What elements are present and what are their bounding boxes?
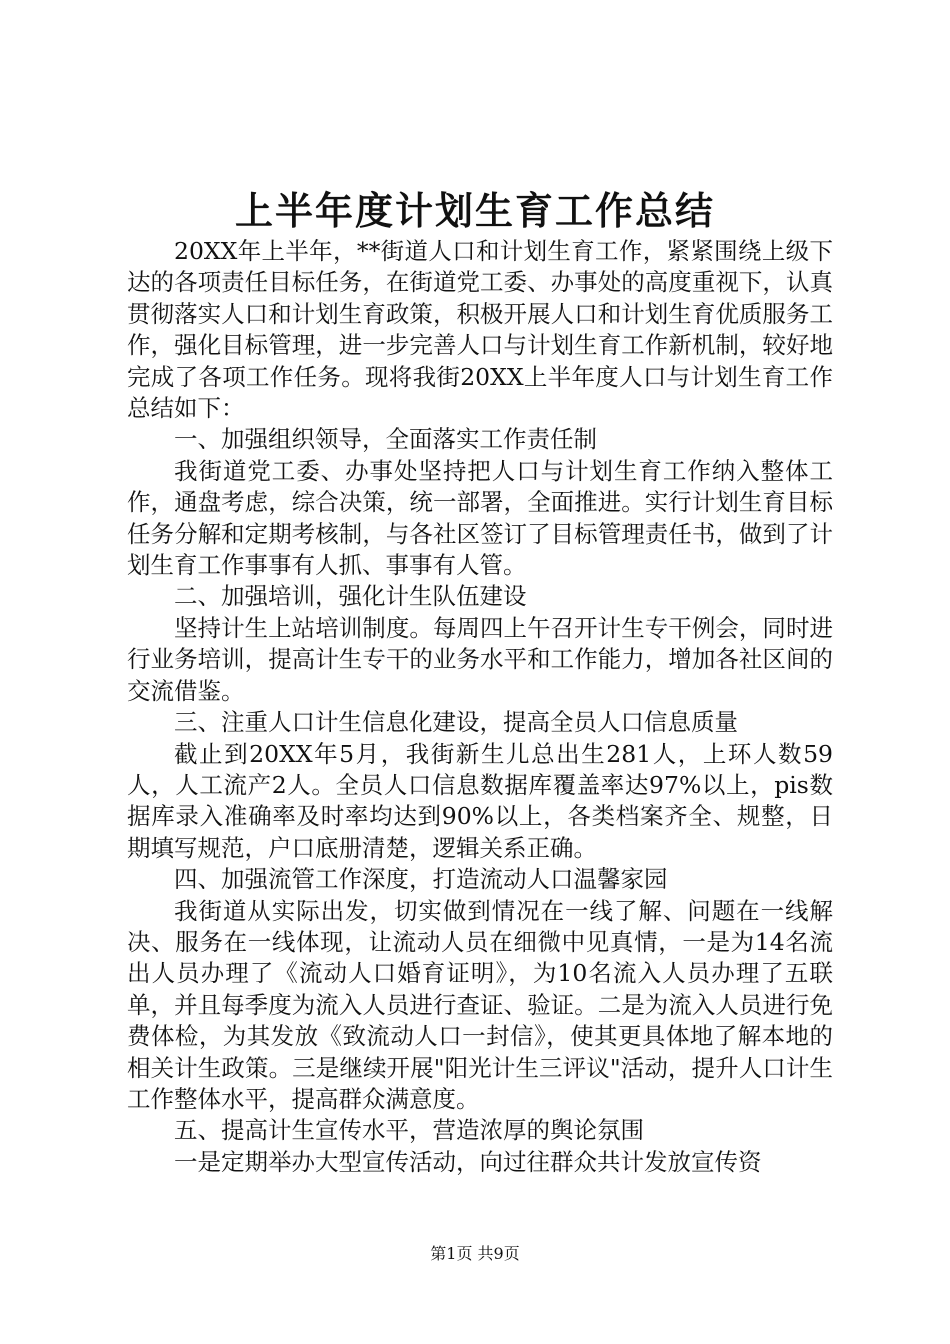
paragraph-section-1: 我街道党工委、办事处坚持把人口与计划生育工作纳入整体工作，通盘考虑，综合决策，统一部署，全面推进。实行计划生育目标任务分解和定期考核制，与各社区签订了目标管理责任书，做到了计划生育工作事事有人抓、事事有人管。 <box>127 456 833 580</box>
paragraph-section-2: 坚持计生上站培训制度。每周四上午召开计生专干例会，同时进行业务培训，提高计生专干的业务水平和工作能力，增加各社区间的交流借鉴。 <box>127 613 833 705</box>
page-footer: 第1页 共9页 <box>430 1244 520 1263</box>
section-heading-4: 四、加强流管工作深度，打造流动人口温馨家园 <box>174 865 668 894</box>
paragraph-section-4: 我街道从实际出发，切实做到情况在一线了解、问题在一线解决、服务在一线体现，让流动人员在细微中见真情，一是为14名流出人员办理了《流动人口婚育证明》，为10名流入人员办理了五联单，并且每季度为流入人员进行查证、验证。二是为流入人员进行免费体检，为其发放《致流动人口一封信》，使其更具体地了解本地的相关计生政策。三是继续开展"阳光计生三评议"活动，提升人口计生工作整体水平，提高群众满意度。 <box>127 896 833 1113</box>
document-body <box>127 236 833 1178</box>
section-heading-2: 二、加强培训，强化计生队伍建设 <box>174 582 527 611</box>
paragraph-intro: 20XX年上半年，**街道人口和计划生育工作，紧紧围绕上级下达的各项责任目标任务，在街道党工委、办事处的高度重视下，认真贯彻落实人口和计划生育政策，积极开展人口和计划生育优质服务工作，强化目标管理，进一步完善人口与计划生育工作新机制，较好地完成了各项工作任务。现将我街20XX上半年度人口与计划生育工作总结如下： <box>127 237 833 423</box>
section-heading-1: 一、加强组织领导，全面落实工作责任制 <box>174 425 597 454</box>
paragraph-section-5: 一是定期举办大型宣传活动，向过往群众共计发放宣传资 <box>174 1147 762 1176</box>
section-heading-3: 三、注重人口计生信息化建设，提高全员人口信息质量 <box>174 708 738 737</box>
paragraph-section-3: 截止到20XX年5月，我街新生儿总出生281人，上环人数59人，人工流产2人。全员人口信息数据库覆盖率达97%以上，pis数据库录入准确率及时率均达到90%以上，各类档案齐全、规整，日期填写规范，户口底册清楚，逻辑关系正确。 <box>127 739 833 862</box>
section-heading-5: 五、提高计生宣传水平，营造浓厚的舆论氛围 <box>174 1116 644 1145</box>
document-title: 上半年度计划生育工作总结 <box>234 188 715 233</box>
